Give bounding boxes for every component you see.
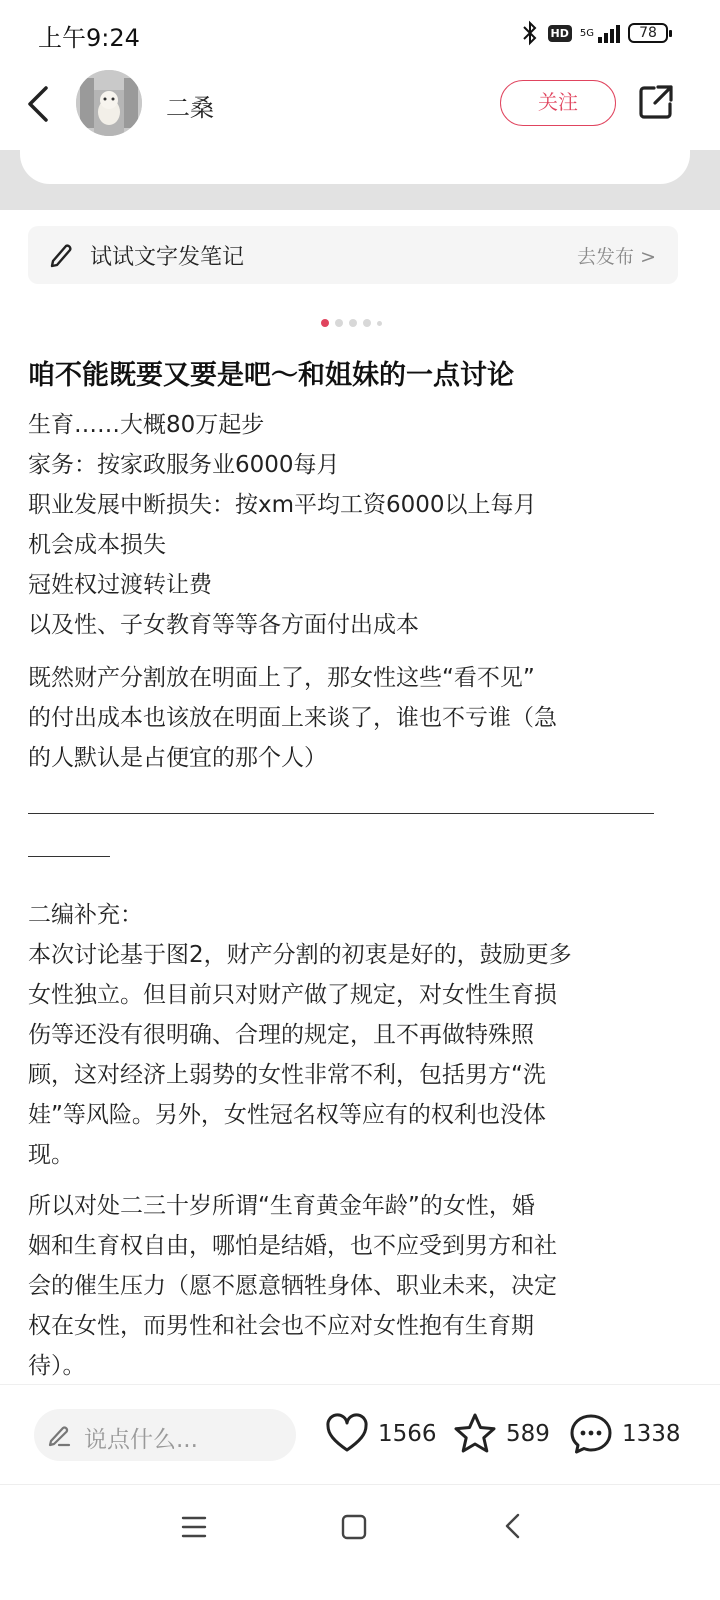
text-line: 职业发展中断损失：按xm平均工资6000以上每月 (28, 492, 537, 518)
collect-button[interactable] (452, 1411, 550, 1457)
avatar-image (76, 70, 142, 136)
like-count: 1566 (378, 1421, 437, 1447)
post-title: 咱不能既要又要是吧～和姐妹的一点讨论 (28, 360, 514, 391)
text-line: 以及性、子女教育等等各方面付出成本 (28, 612, 419, 638)
share-icon[interactable] (636, 82, 676, 122)
divider-line (28, 856, 110, 857)
comment-button[interactable] (568, 1411, 681, 1457)
text-line: 姻和生育权自由，哪怕是结婚，也不应受到男方和社 (28, 1233, 557, 1259)
collect-count: 589 (506, 1421, 550, 1447)
post-paragraph-4 (28, 1186, 688, 1386)
follow-button[interactable]: 关注 (500, 80, 616, 126)
carousel-dot-active (321, 319, 329, 327)
text-line: 待）。 (28, 1353, 86, 1379)
status-bar (0, 0, 720, 62)
signal-icon (598, 23, 620, 43)
interaction-bar (0, 1384, 720, 1484)
pencil-icon (48, 240, 74, 268)
carousel-dots (321, 319, 382, 327)
text-line: 的付出成本也该放在明面上来谈了，谁也不亏谁（急 (28, 705, 557, 731)
text-line: 伤等还没有很明确、合理的规定，且不再做特殊照 (28, 1022, 534, 1048)
like-button[interactable] (324, 1411, 437, 1457)
back-icon[interactable] (22, 82, 58, 126)
network-label: 5G (579, 27, 594, 39)
post-paragraph-1 (28, 405, 688, 645)
home-icon[interactable] (340, 1513, 368, 1541)
status-time: 上午9:24 (38, 24, 140, 52)
text-line: 权在女性，而男性和社会也不应对女性抱有生育期 (28, 1313, 534, 1339)
text-line: 家务：按家政服务业6000每月 (28, 452, 340, 478)
text-note-bar[interactable] (28, 226, 678, 284)
pencil-icon (46, 1422, 72, 1448)
comment-placeholder: 说点什么... (84, 1427, 198, 1453)
carousel-dot (377, 321, 382, 326)
hd-badge: HD (548, 25, 572, 42)
comment-count: 1338 (622, 1421, 681, 1447)
image-card-strip (0, 150, 720, 210)
battery-icon: 78 (628, 23, 668, 43)
star-icon (452, 1411, 498, 1457)
comment-bubble-icon (568, 1411, 614, 1457)
status-icons (520, 20, 668, 46)
text-line: 现。 (28, 1142, 74, 1168)
text-line: 生育……大概80万起步 (28, 412, 265, 438)
text-line: 机会成本损失 (28, 532, 166, 558)
image-card-edge (20, 150, 690, 184)
go-publish-link[interactable]: 去发布 > (577, 246, 656, 268)
avatar[interactable] (76, 70, 142, 136)
text-line: 本次讨论基于图2，财产分割的初衷是好的，鼓励更多 (28, 942, 572, 968)
carousel-dot (363, 319, 371, 327)
text-line: 顾，这对经济上弱势的女性非常不利，包括男方“洗 (28, 1062, 546, 1088)
post-paragraph-3 (28, 895, 688, 1175)
heart-icon (324, 1411, 370, 1457)
text-line: 冠姓权过渡转让费 (28, 572, 212, 598)
text-line: 二编补充： (28, 902, 143, 928)
text-line: 既然财产分割放在明面上了，那女性这些“看不见” (28, 665, 535, 691)
bluetooth-icon (520, 20, 540, 46)
carousel-dot (335, 319, 343, 327)
text-line: 会的催生压力（愿不愿意牺牲身体、职业未来，决定 (28, 1273, 557, 1299)
post-paragraph-2 (28, 658, 688, 778)
nav-back-icon[interactable] (500, 1511, 526, 1541)
text-line: 女性独立。但目前只对财产做了规定，对女性生育损 (28, 982, 557, 1008)
author-name[interactable]: 二桑 (166, 94, 214, 122)
text-note-prompt: 试试文字发笔记 (90, 245, 245, 270)
comment-input[interactable] (34, 1409, 296, 1461)
text-line: 的人默认是占便宜的那个人） (28, 745, 327, 771)
text-line: 娃”等风险。另外，女性冠名权等应有的权利也没体 (28, 1102, 546, 1128)
carousel-dot (349, 319, 357, 327)
system-nav-bar (0, 1484, 720, 1600)
post-header (0, 62, 720, 150)
text-line: 所以对处二三十岁所谓“生育黄金年龄”的女性，婚 (28, 1193, 535, 1219)
menu-icon[interactable] (180, 1513, 208, 1541)
divider-line (28, 813, 654, 814)
